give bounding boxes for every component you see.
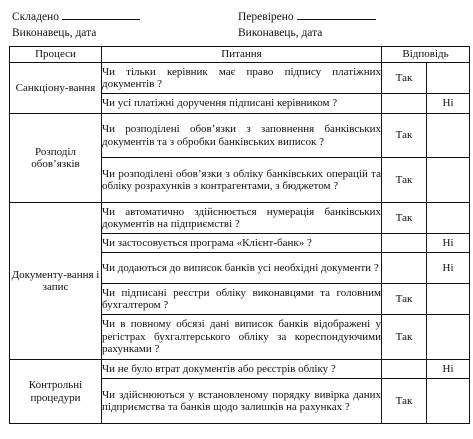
checked-by-blank: [297, 9, 376, 20]
process-cell-documentation: Документу-вання і запис: [10, 203, 102, 360]
question-cell: Чи підписані реєстри обліку виконавцями та головним бухгалтером ?: [102, 284, 382, 315]
question-cell: Чи розподілені обов’язки з заповнення банківських документів та з обробки банківських виписок ?: [102, 114, 382, 158]
table-row: [10, 203, 470, 234]
answer-yes-cell: [382, 234, 427, 253]
question-cell: Чи розподілені обов’язки з обліку банківських операцій та обліку розрахунків з контрагентами, з бюджетом ?: [102, 158, 382, 203]
question-cell: Чи усі платіжні доручення підписані керівником ?: [102, 94, 382, 114]
process-cell-control-procedures: Контрольні процедури: [10, 360, 102, 424]
answer-no-cell: Ні: [427, 94, 470, 114]
answer-no-cell: Ні: [427, 234, 470, 253]
answer-yes-cell: Так: [382, 315, 427, 360]
answer-yes-cell: Так: [382, 114, 427, 158]
process-cell-segregation: Розподіл обов’язків: [10, 114, 102, 203]
answer-yes-cell: Так: [382, 63, 427, 94]
answer-yes-cell: Так: [382, 203, 427, 234]
answer-no-cell: [427, 284, 470, 315]
answer-yes-cell: [382, 360, 427, 379]
compiled-by-label: Складено: [12, 11, 59, 23]
answer-no-cell: [427, 315, 470, 360]
process-cell-authorization: Санкціону-вання: [10, 63, 102, 114]
answer-yes-cell: Так: [382, 284, 427, 315]
question-cell: Чи не було втрат документів або реєстрів обліку ?: [102, 360, 382, 379]
question-cell: Чи тільки керівник має право підпису платіжних документів ?: [102, 63, 382, 94]
header-questions: Питання: [102, 47, 382, 63]
header-answer: Відповідь: [382, 47, 470, 63]
answer-no-cell: [427, 379, 470, 424]
compiled-by-blank: [62, 9, 140, 20]
table-row: [10, 63, 470, 94]
answer-yes-cell: [382, 94, 427, 114]
question-cell: Чи здійснюються у встановленому порядку вивірка даних підприємства та банків щодо залишків на рахунках ?: [102, 379, 382, 424]
question-cell: Чи в повному обсязі дані виписок банків відображені у регістрах бухгалтерського обліку за кореспондуючими рахунками ?: [102, 315, 382, 360]
answer-no-cell: Ні: [427, 360, 470, 379]
checked-by-label: Перевірено: [238, 11, 294, 23]
answer-no-cell: [427, 203, 470, 234]
answer-no-cell: [427, 158, 470, 203]
question-cell: Чи застосовується програма «Клієнт-банк» ?: [102, 234, 382, 253]
table-header-row: [10, 47, 470, 63]
answer-no-cell: [427, 63, 470, 94]
answer-yes-cell: [382, 253, 427, 284]
checked-by-line: [238, 9, 376, 25]
table-row: [10, 114, 470, 158]
question-cell: Чи автоматично здійснюється нумерація банківських документів на підприємстві ?: [102, 203, 382, 234]
answer-no-cell: [427, 114, 470, 158]
compiled-by-caption: Виконавець, дата: [12, 27, 97, 39]
compiled-by-line: [12, 9, 140, 25]
internal-control-checklist-table: [9, 46, 470, 424]
question-cell: Чи додаються до виписок банків усі необхідні документи ?: [102, 253, 382, 284]
header-processes: Процеси: [10, 47, 102, 63]
answer-yes-cell: Так: [382, 379, 427, 424]
table-row: [10, 360, 470, 379]
checked-by-caption: Виконавець, дата: [238, 27, 323, 39]
answer-no-cell: Ні: [427, 253, 470, 284]
answer-yes-cell: Так: [382, 158, 427, 203]
